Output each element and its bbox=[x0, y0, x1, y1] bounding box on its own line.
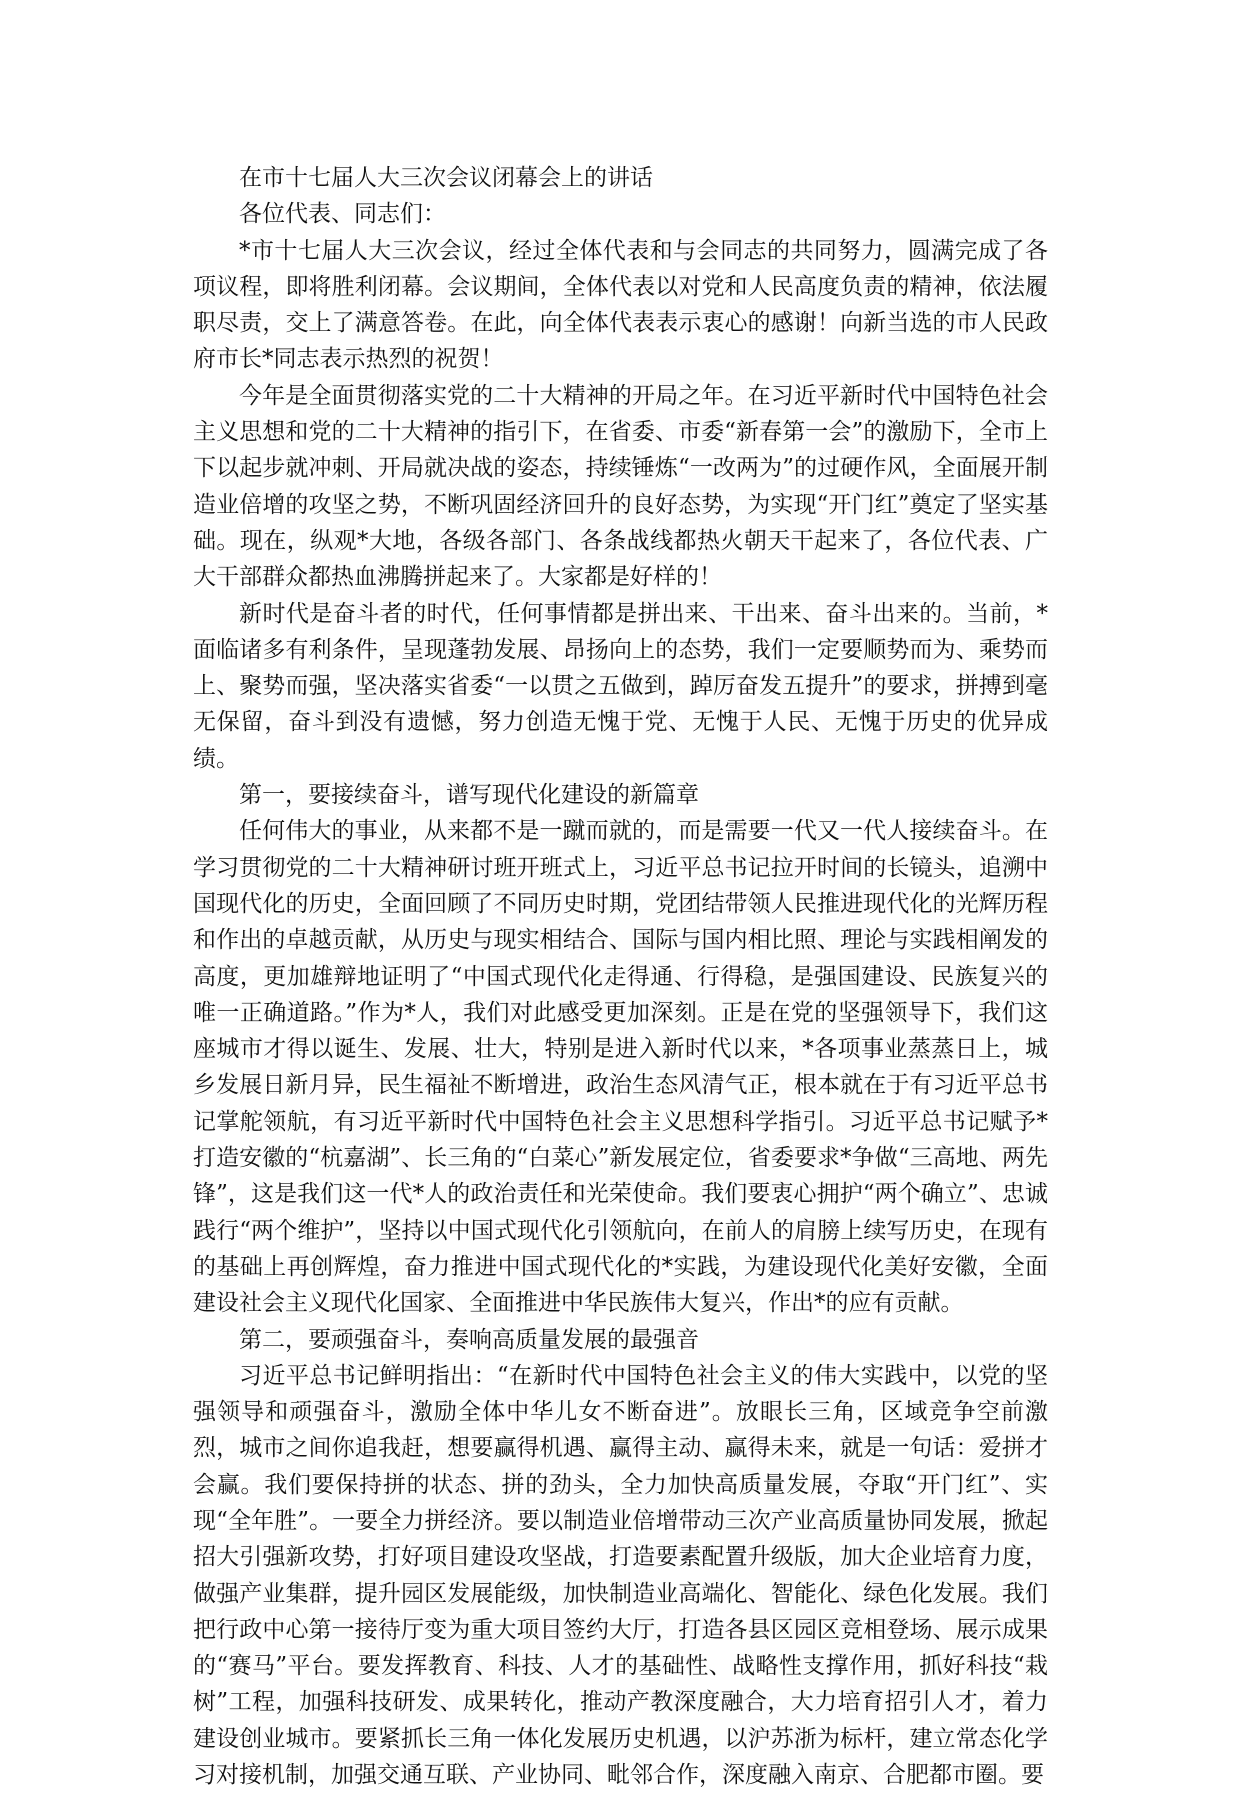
section-heading-first: 第一，要接续奋斗，谱写现代化建设的新篇章 bbox=[239, 782, 699, 809]
speech-body bbox=[193, 160, 1048, 1793]
paragraph-first-section: 任何伟大的事业，从来都不是一蹴而就的，而是需要一代又一代人接续奋斗。在学习贯彻党的二十大精神研讨班开班式上，习近平总书记拉开时间的长镜头，追溯中国现代化的历史，全面回顾了不同历史时期，党团结带领人民推进现代化的光辉历程和作出的卓越贡献，从历史与现实相结合、国际与国内相比照、理论与实践相阐发的高度，更加雄辩地证明了“中国式现代化走得通、行得稳，是强国建设、民族复兴的唯一正确道路。”作为*人，我们对此感受更加深刻。正是在党的坚强领导下，我们这座城市才得以诞生、发展、壮大，特别是进入新时代以来，*各项事业蒸蒸日上，城乡发展日新月异，民生福祉不断增进，政治生态风清气正，根本就在于有习近平总书记掌舵领航，有习近平新时代中国特色社会主义思想科学指引。习近平总书记赋予*打造安徽的“杭嘉湖”、长三角的“白菜心”新发展定位，省委要求*争做“三高地、两先锋”，这是我们这一代*人的政治责任和光荣使命。我们要衷心拥护“两个确立”、忠诚践行“两个维护”，坚持以中国式现代化引领航向，在前人的肩膀上续写历史，在现有的基础上再创辉煌，奋力推进中国式现代化的*实践，为建设现代化美好安徽，全面建设社会主义现代化国家、全面推进中华民族伟大复兴，作出*的应有贡献。 bbox=[193, 818, 1048, 1317]
section-heading-second: 第二，要顽强奋斗，奏响高质量发展的最强音 bbox=[239, 1326, 699, 1353]
paragraph-opening: *市十七届人大三次会议，经过全体代表和与会同志的共同努力，圆满完成了各项议程，即将胜利闭幕。会议期间，全体代表以对党和人民高度负责的精神，依法履职尽责，交上了满意答卷。在此，向全体代表表示衷心的感谢！向新当选的市人民政府市长*同志表示热烈的祝贺！ bbox=[193, 237, 1048, 373]
paragraph-new-era: 新时代是奋斗者的时代，任何事情都是拼出来、干出来、奋斗出来的。当前，*面临诸多有利条件，呈现蓬勃发展、昂扬向上的态势，我们一定要顺势而为、乘势而上、聚势而强，坚决落实省委“一以贯之五做到，踔厉奋发五提升”的要求，拼搏到毫无保留，奋斗到没有遗憾，努力创造无愧于党、无愧于人民、无愧于历史的优异成绩。 bbox=[193, 600, 1048, 772]
speech-title: 在市十七届人大三次会议闭幕会上的讲话 bbox=[239, 165, 653, 191]
paragraph-situation: 今年是全面贯彻落实党的二十大精神的开局之年。在习近平新时代中国特色社会主义思想和党的二十大精神的指引下，在省委、市委“新春第一会”的激励下，全市上下以起步就冲刺、开局就决战的姿态，持续锤炼“一改两为”的过硬作风，全面展开制造业倍增的攻坚之势，不断巩固经济回升的良好态势，为实现“开门红”奠定了坚实基础。现在，纵观*大地，各级各部门、各条战线都热火朝天干起来了，各位代表、广大干部群众都热血沸腾拼起来了。大家都是好样的！ bbox=[193, 382, 1048, 591]
paragraph-second-section: 习近平总书记鲜明指出：“在新时代中国特色社会主义的伟大实践中，以党的坚强领导和顽强奋斗，激励全体中华儿女不断奋进”。放眼长三角，区域竞争空前激烈，城市之间你追我赶，想要赢得机遇、赢得主动、赢得未来，就是一句话：爱拼才会赢。我们要保持拼的状态、拼的劲头，全力加快高质量发展，夺取“开门红”、实现“全年胜”。一要全力拼经济。要以制造业倍增带动三次产业高质量协同发展，掀起招大引强新攻势，打好项目建设攻坚战，打造要素配置升级版，加大企业培育力度，做强产业集群，提升园区发展能级，加快制造业高端化、智能化、绿色化发展。我们把行政中心第一接待厅变为重大项目签约大厅，打造各县区园区竞相登场、展示成果的“赛马”平台。要发挥教育、科技、人才的基础性、战略性支撑作用，抓好科技“栽树”工程，加强科技研发、成果转化，推动产教深度融合，大力培育招引人才，着力建设创业城市。要紧抓长三角一体化发展历史机遇，以沪苏浙为标杆，建立常态化学习对接机制，加强交通互联、产业协同、毗邻合作，深度融入南京、合肥都市圈。要 bbox=[193, 1362, 1048, 1789]
salutation: 各位代表、同志们： bbox=[239, 201, 446, 228]
